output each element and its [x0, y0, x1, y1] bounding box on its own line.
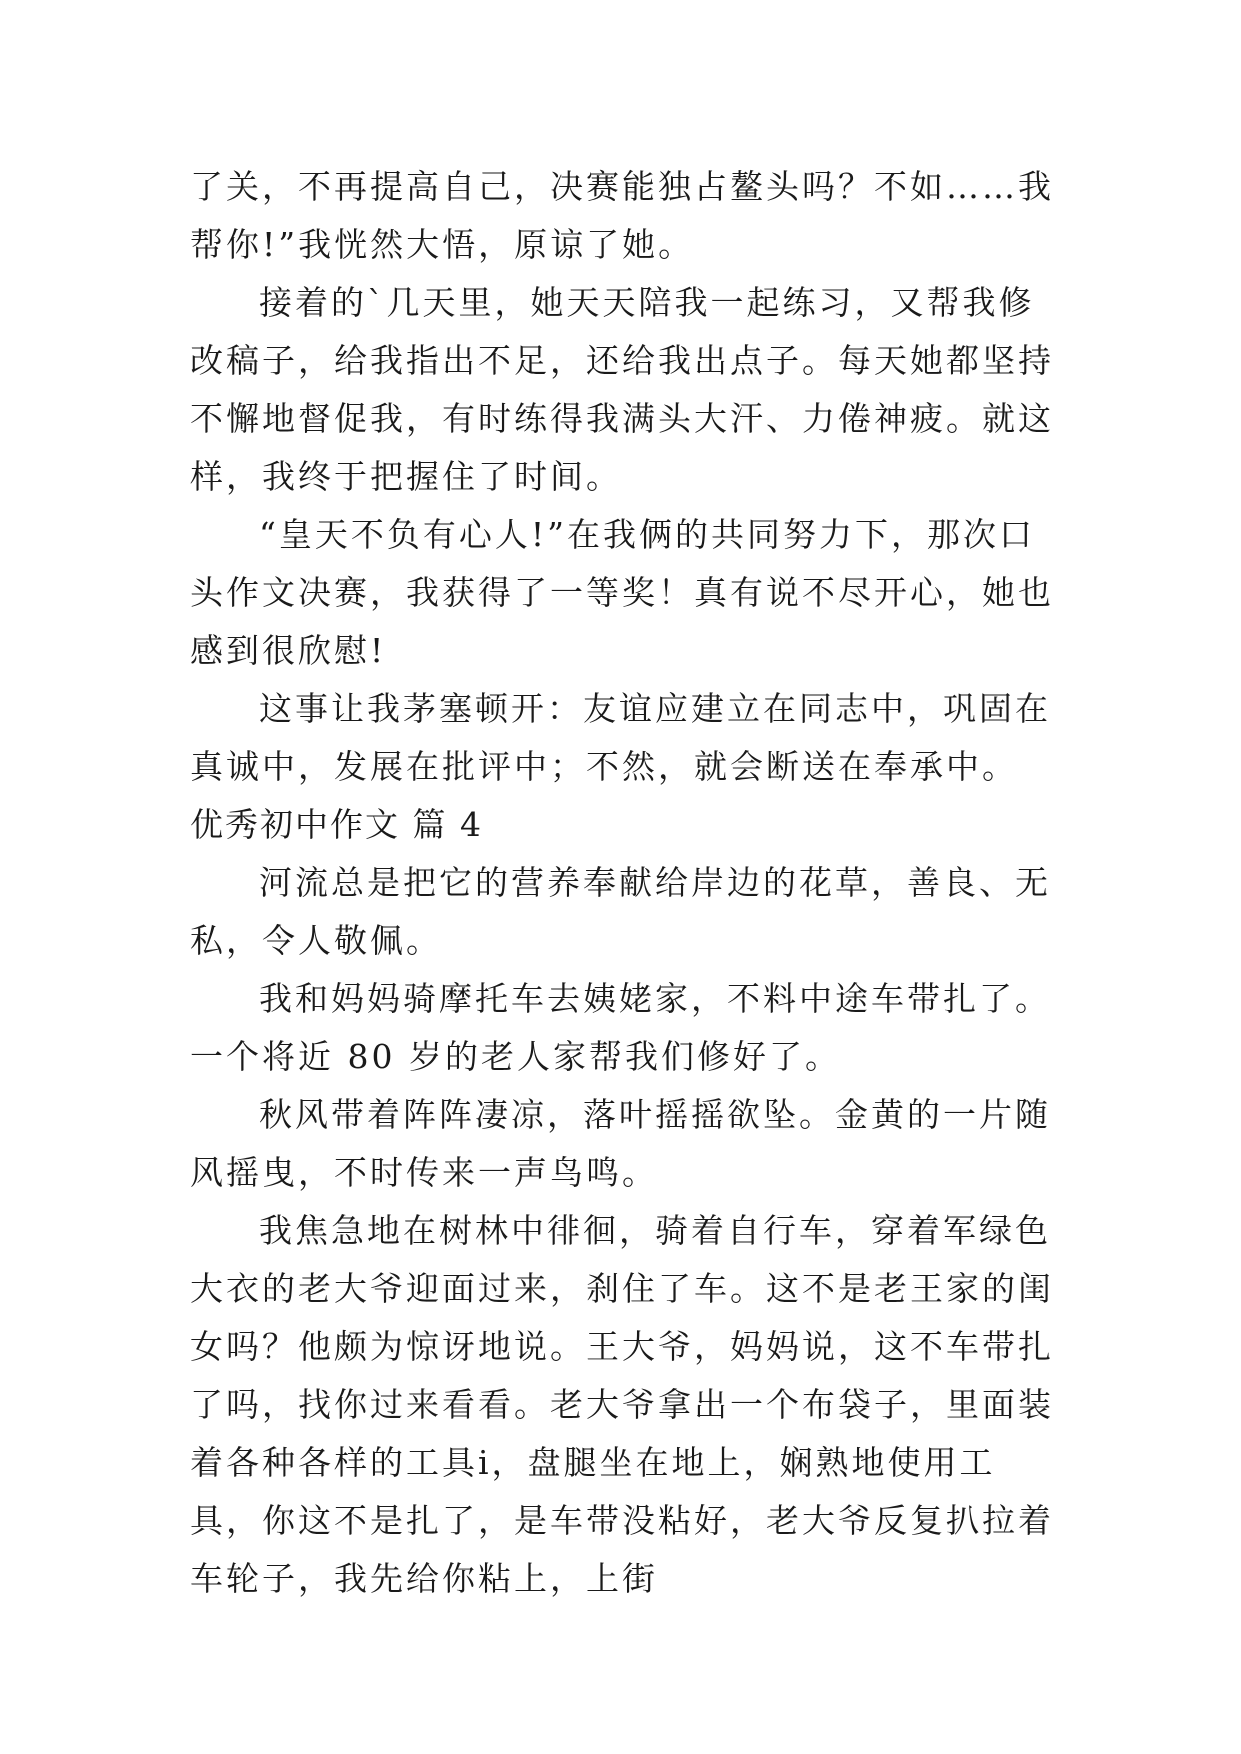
- paragraph: 接着的`几天里，她天天陪我一起练习，又帮我修改稿子，给我指出不足，还给我出点子。每天她都坚持不懈地督促我，有时练得我满头大汗、力倦神疲。就这样，我终于把握住了时间。: [190, 283, 1054, 496]
- paragraph: 河流总是把它的营养奉献给岸边的花草，善良、无私，令人敬佩。: [190, 863, 1051, 960]
- paragraph: 我和妈妈骑摩托车去姨姥家，不料中途车带扎了。一个将近 80 岁的老人家帮我们修好了。: [190, 979, 1051, 1076]
- paragraph-continued: 了关，不再提高自己，决赛能独占鳌头吗？不如……我帮你!”我恍然大悟，原谅了她。: [190, 167, 1054, 264]
- paragraph: 这事让我茅塞顿开：友谊应建立在同志中，巩固在真诚中，发展在批评中；不然，就会断送在奉承中。: [190, 689, 1051, 786]
- paragraph: “皇天不负有心人!”在我俩的共同努力下，那次口头作文决赛，我获得了一等奖！真有说不尽开心，她也感到很欣慰!: [190, 515, 1054, 670]
- section-heading: 优秀初中作文 篇 4: [190, 805, 483, 844]
- document-body: [190, 158, 1060, 1608]
- paragraph: 我焦急地在树林中徘徊，骑着自行车，穿着军绿色大衣的老大爷迎面过来，刹住了车。这不是老王家的闺女吗？他颇为惊讶地说。王大爷，妈妈说，这不车带扎了吗，找你过来看看。老大爷拿出一个布袋子，里面装着各种各样的工具i，盘腿坐在地上，娴熟地使用工具，你这不是扎了，是车带没粘好，老大爷反复扒拉着车轮子，我先给你粘上，上街: [190, 1211, 1054, 1598]
- paragraph: 秋风带着阵阵凄凉，落叶摇摇欲坠。金黄的一片随风摇曳，不时传来一声鸟鸣。: [190, 1095, 1051, 1192]
